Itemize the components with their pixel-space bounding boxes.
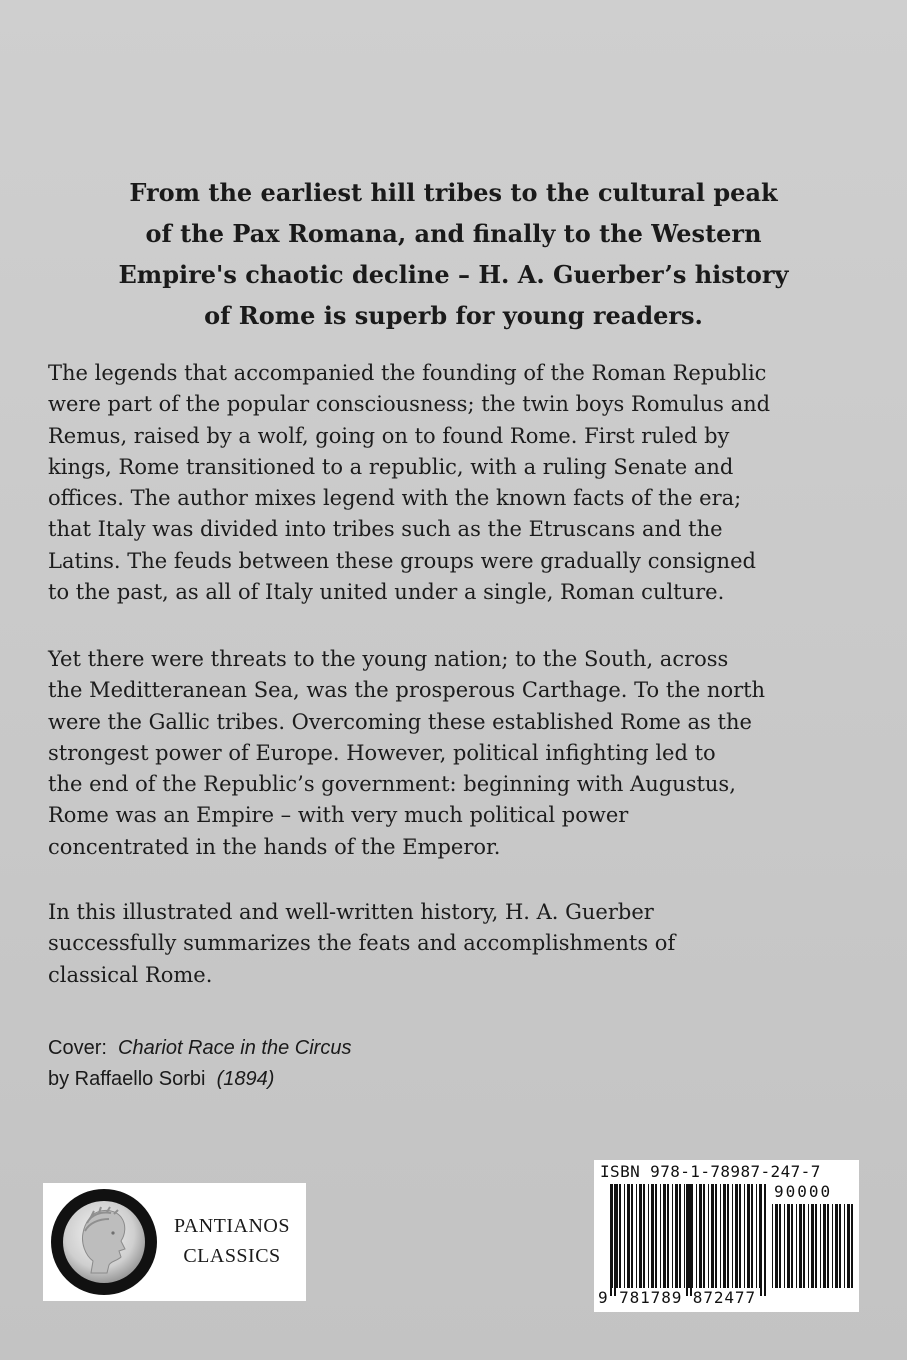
barcode-bar: [711, 1184, 714, 1288]
barcode-guard-bar: [610, 1184, 612, 1296]
barcode-bar: [663, 1184, 666, 1288]
barcode-bar: [820, 1204, 821, 1288]
ean-digits: 9 781789 872477: [598, 1288, 756, 1307]
paragraph-line: the Meditteranean Sea, was the prosperous Carthage. To the north: [48, 678, 766, 703]
barcode-addon-digits: 90000: [774, 1182, 833, 1201]
barcode-bar: [756, 1184, 757, 1288]
paragraph-line: offices. The author mixes legend with the known facts of the era;: [48, 486, 742, 511]
description-paragraph-3: [48, 897, 878, 991]
barcode-bar: [787, 1204, 790, 1288]
tagline-line: of the Pax Romana, and finally to the Western: [145, 219, 762, 248]
paragraph-line: to the past, as all of Italy united under a single, Roman culture.: [48, 580, 725, 605]
barcode-bar: [708, 1184, 709, 1288]
description-paragraph-2: [48, 644, 878, 863]
barcode-bar: [796, 1204, 797, 1288]
barcode-bar: [715, 1184, 717, 1288]
paragraph-line: In this illustrated and well-written history, H. A. Guerber: [48, 900, 654, 924]
barcode-guard-bar: [764, 1184, 766, 1296]
paragraph-line: Yet there were threats to the young nation; to the South, across: [48, 647, 729, 671]
paragraph-line: that Italy was divided into tribes such as the Etruscans and the: [48, 517, 723, 542]
barcode-bar: [624, 1184, 625, 1288]
barcode-bar: [684, 1184, 685, 1288]
barcode-bar: [696, 1184, 697, 1288]
barcode-bar: [735, 1184, 738, 1288]
barcode-bar: [832, 1204, 833, 1288]
paragraph-line: kings, Rome transitioned to a republic, with a ruling Senate and: [48, 454, 734, 479]
barcode-bar: [811, 1204, 814, 1288]
barcode-bar: [720, 1184, 721, 1288]
paragraph-line: the end of the Republic’s government: beginning with Augustus,: [48, 772, 736, 797]
barcode-guard-bar: [686, 1184, 688, 1296]
barcode-bar: [772, 1204, 773, 1288]
barcode-bar: [651, 1184, 654, 1288]
painting-title: Chariot Race in the Circus: [118, 1037, 352, 1059]
coin-portrait-icon: [51, 1189, 157, 1295]
coin-medallion-icon: [51, 1189, 157, 1295]
barcode-bar: [779, 1204, 781, 1288]
paragraph-line: strongest power of Europe. However, political infighting led to: [48, 740, 716, 765]
barcode-bar: [744, 1184, 745, 1288]
barcode-bar: [823, 1204, 826, 1288]
barcode-bar: [835, 1204, 838, 1288]
barcode-bar: [699, 1184, 702, 1288]
barcode-bar: [747, 1184, 750, 1288]
barcode-bar: [672, 1184, 673, 1288]
barcode-bar: [660, 1184, 661, 1288]
barcode-bar: [636, 1184, 637, 1288]
barcode-bar: [851, 1204, 853, 1288]
barcode-bar: [775, 1204, 778, 1288]
barcode-bar: [739, 1184, 741, 1288]
barcode-bar: [679, 1184, 681, 1288]
barcode-bar: [791, 1204, 793, 1288]
barcode-bar: [803, 1204, 805, 1288]
barcode-bar: [655, 1184, 657, 1288]
tagline-line: Empire's chaotic decline – H. A. Guerber’s history: [118, 260, 789, 289]
barcode-bar: [784, 1204, 785, 1288]
painting-year: (1894): [216, 1068, 275, 1090]
barcode-bar: [619, 1184, 621, 1288]
barcode-bar: [612, 1184, 613, 1288]
publisher-logo: [43, 1183, 306, 1301]
barcode-bar: [703, 1184, 705, 1288]
barcode-bar: [827, 1204, 829, 1288]
barcode-bar: [727, 1184, 729, 1288]
barcode-bar: [751, 1184, 753, 1288]
barcode-guard-bar: [614, 1184, 616, 1296]
barcode-guard-bar: [760, 1184, 762, 1296]
publisher-name-line2: CLASSICS: [183, 1245, 281, 1267]
paragraph-line: concentrated in the hands of the Emperor.: [48, 834, 501, 859]
isbn-barcode: [594, 1160, 859, 1312]
barcode-bar: [667, 1184, 669, 1288]
paragraph-line: successfully summarizes the feats and accomplishments of: [48, 931, 676, 956]
back-cover-tagline: [60, 172, 847, 336]
painter-byline: by Raffaello Sorbi: [48, 1068, 206, 1090]
barcode-bar: [732, 1184, 733, 1288]
barcode-bar: [675, 1184, 678, 1288]
cover-credit: [48, 1033, 351, 1095]
isbn-text: ISBN 978-1-78987-247-7: [600, 1162, 821, 1181]
barcode-guard-bar: [690, 1184, 692, 1296]
tagline-line: From the earliest hill tribes to the cultural peak: [129, 178, 778, 207]
tagline-line: of Rome is superb for young readers.: [204, 301, 703, 330]
publisher-name: [163, 1211, 301, 1271]
paragraph-line: classical Rome.: [48, 962, 213, 987]
barcode-bar: [839, 1204, 841, 1288]
barcode-bar: [723, 1184, 726, 1288]
barcode-bar: [844, 1204, 845, 1288]
barcode-bar: [808, 1204, 809, 1288]
description-paragraph-1: [48, 358, 878, 608]
barcode-bar: [627, 1184, 630, 1288]
barcode-bar: [639, 1184, 642, 1288]
barcode-bar: [643, 1184, 645, 1288]
paragraph-line: were the Gallic tribes. Overcoming these established Rome as the: [48, 709, 752, 734]
barcode-bar: [815, 1204, 817, 1288]
paragraph-line: The legends that accompanied the founding of the Roman Republic: [48, 361, 767, 385]
barcode-bar: [631, 1184, 633, 1288]
barcode-bar: [799, 1204, 802, 1288]
cover-label: Cover:: [48, 1037, 107, 1059]
paragraph-line: Remus, raised by a wolf, going on to found Rome. First ruled by: [48, 423, 730, 448]
barcode-bar: [648, 1184, 649, 1288]
paragraph-line: Latins. The feuds between these groups were gradually consigned: [48, 548, 756, 573]
publisher-name-line1: PANTIANOS: [173, 1215, 290, 1237]
paragraph-line: Rome was an Empire – with very much political power: [48, 803, 629, 828]
paragraph-line: were part of the popular consciousness; the twin boys Romulus and: [48, 392, 771, 417]
barcode-bar: [847, 1204, 850, 1288]
